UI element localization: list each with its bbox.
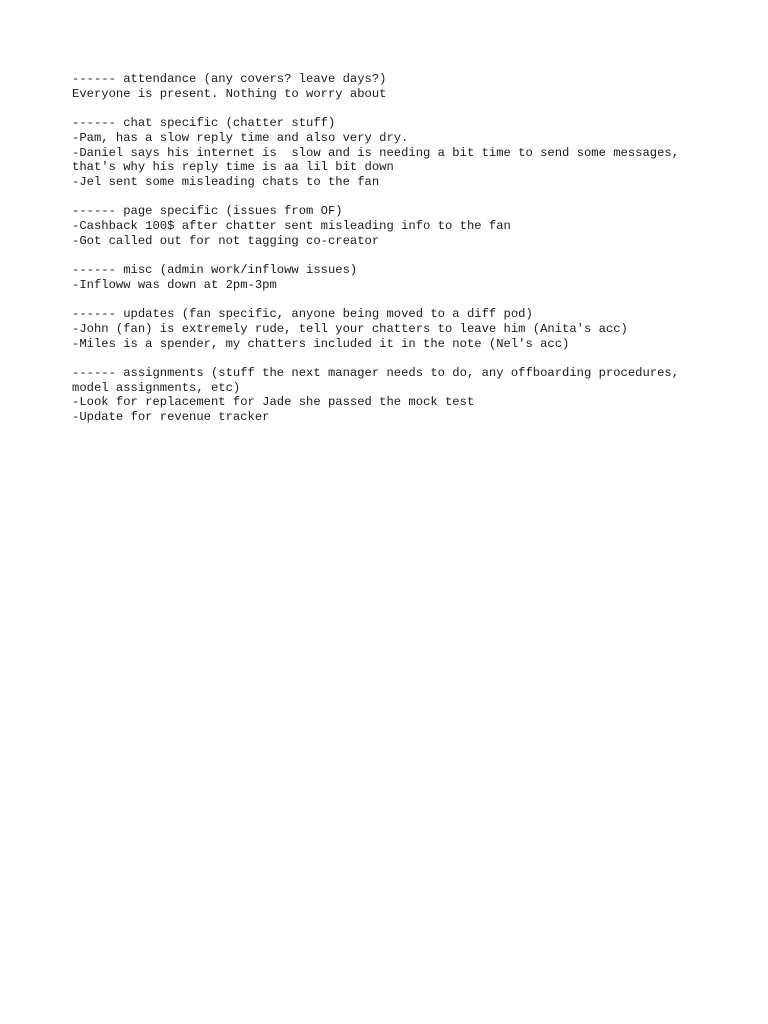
note-line: -Look for replacement for Jade she passed the mock test	[72, 395, 475, 410]
section-header: ------ misc (admin work/infloww issues)	[72, 263, 358, 278]
section-chat-specific	[72, 116, 712, 190]
note-line: -Update for revenue tracker	[72, 410, 270, 425]
note-line: -Miles is a spender, my chatters included it in the note (Nel's acc)	[72, 336, 570, 351]
note-line: -Infloww was down at 2pm-3pm	[72, 277, 277, 292]
section-assignments	[72, 366, 712, 425]
section-attendance	[72, 72, 712, 101]
section-header: ------ updates (fan specific, anyone being moved to a diff pod)	[72, 307, 533, 322]
section-header: ------ chat specific (chatter stuff)	[72, 116, 336, 131]
section-misc	[72, 263, 712, 292]
note-line: -John (fan) is extremely rude, tell your chatters to leave him (Anita's acc)	[72, 321, 628, 336]
note-line: -Jel sent some misleading chats to the fan	[72, 174, 380, 189]
note-line: -Daniel says his internet is slow and is needing a bit time to send some messages, that's why his reply time is aa lil bit down	[72, 145, 687, 175]
section-header: ------ attendance (any covers? leave days?)	[72, 72, 387, 86]
document-page	[72, 72, 712, 439]
note-line: Everyone is present. Nothing to worry about	[72, 86, 387, 101]
note-line: -Cashback 100$ after chatter sent misleading info to the fan	[72, 219, 511, 233]
section-updates	[72, 307, 712, 351]
section-header: ------ page specific (issues from OF)	[72, 204, 343, 219]
section-header: ------ assignments (stuff the next manager needs to do, any offboarding procedures, model assignments, etc)	[72, 365, 687, 395]
note-line: -Got called out for not tagging co-creator	[72, 233, 380, 248]
note-line: -Pam, has a slow reply time and also very dry.	[72, 130, 409, 145]
section-page-specific	[72, 204, 712, 248]
